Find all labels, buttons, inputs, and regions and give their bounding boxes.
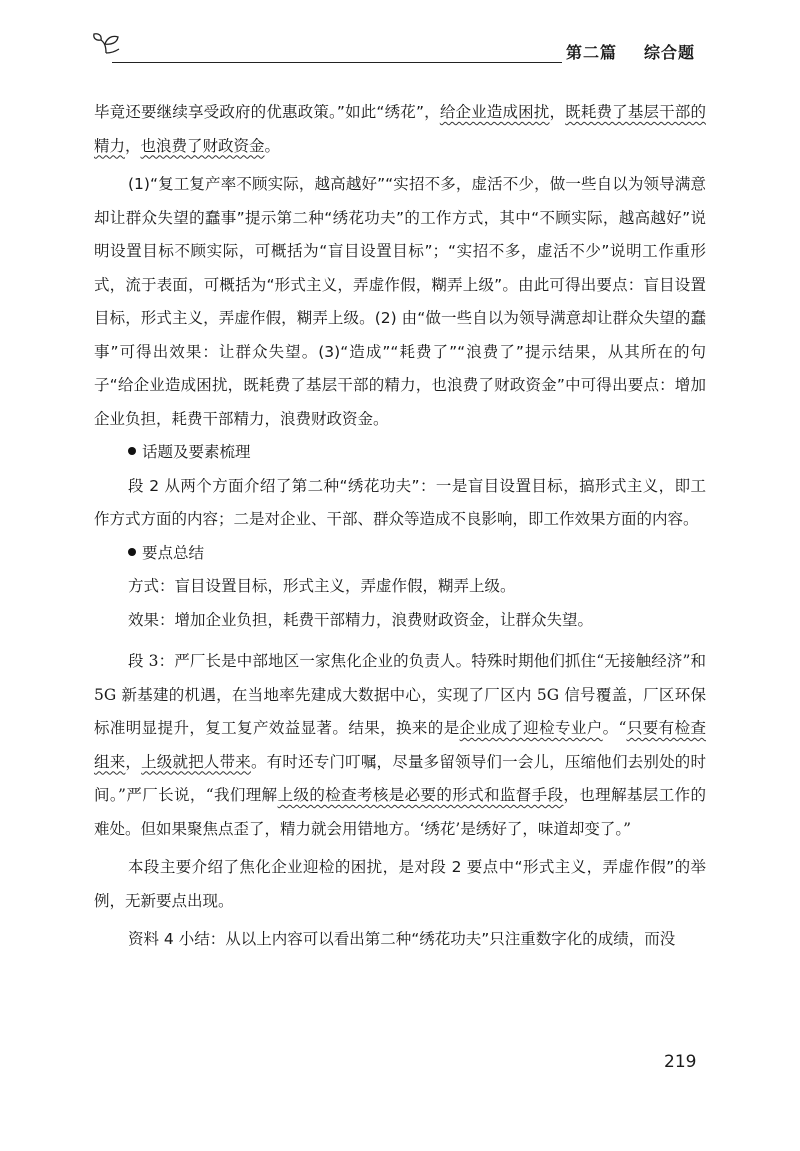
- material-4-summary: 资料 4 小结：从以上内容可以看出第二种“绣花功夫”只注重数字化的成绩，而没: [128, 930, 676, 948]
- page-body: [94, 96, 706, 957]
- summary-effect: 效果：增加企业负担，耗费干部精力，浪费财政资金，让群众失望。: [128, 610, 594, 629]
- underlined-phrase: 既耗费了基层干部的精力: [94, 103, 706, 155]
- summary-method: 方式：盲目设置目标，形式主义，弄虚作假，糊弄上级。: [128, 577, 516, 595]
- underlined-phrase: 也浪费了财政资金: [140, 136, 265, 155]
- header-title: 综合题: [644, 43, 696, 62]
- topic-paragraph: 段 2 从两个方面介绍了第二种“绣花功夫”：一是盲目设置目标，搞形式主义，即工作方式方面的内容；二是对企业、干部、群众等造成不良影响，即工作效果方面的内容。: [94, 476, 706, 528]
- analysis-paragraph: (1)“复工复产率不顾实际，越高越好”“实招不多，虚活不少，做一些自以为领导满意却让群众失望的蠢事”提示第二种“绣花功夫”的工作方式，其中“不顾实际，越高越好”说明设置目标不顾实际，可概括为“盲目设置目标”；“实招不多，虚活不少”说明工作重形式，流于表面，可概括为“形式主义，弄虚作假，糊弄上级”。由此可得出要点：盲目设置目标，形式主义，弄虚作假，糊弄上级。(2) 由“做一些自以为领导满意却让群众失望的蠢事”可得出效果：让群众失望。(3)“造成”“耗费了”“浪费了”提示结果，从其所在的句子“给企业造成困扰，既耗费了基层干部的精力，也浪费了财政资金”中可得出要点：增加企业负担，耗费干部精力，浪费财政资金。: [94, 175, 706, 428]
- section-bullet-topics: 话题及要素梳理: [94, 436, 706, 470]
- leaf-sprout-icon: [92, 32, 120, 54]
- header-section: 第二篇: [566, 43, 618, 62]
- bullet-icon: [128, 447, 136, 455]
- bullet-icon: [128, 548, 136, 556]
- underlined-phrase: 上级就把人带来: [141, 752, 251, 771]
- page-number: 219: [664, 1052, 697, 1072]
- section-bullet-summary: 要点总结: [94, 537, 706, 571]
- underlined-phrase: 上级的检查考核是必要的形式和监督手段: [277, 786, 564, 804]
- underlined-phrase: 只要有检查组来: [94, 719, 706, 771]
- paragraph-continuation: 毕竟还要继续享受政府的优惠政策。”如此“绣花”，给企业造成困扰，既耗费了基层干部的精力，也浪费了财政资金。: [94, 103, 706, 155]
- header-rule: [112, 62, 562, 63]
- underlined-phrase: 企业成了迎检专业户: [459, 719, 603, 737]
- material-paragraph-3: 段 3：严厂长是中部地区一家焦化企业的负责人。特殊时期他们抓住“无接触经济”和 5G 新基建的机遇，在当地率先建成大数据中心，实现了厂区内 5G 信号覆盖，厂区环保标准明显提升，复工复产效益显著。结果，换来的是企业成了迎检专业户。“只要有检查组来，上级就把人带来。有时还专门叮嘱，尽量多留领导们一会儿，压缩他们去别处的时间。”严厂长说，“我们理解上级的检查考核是必要的形式和监督手段，也理解基层工作的难处。但如果聚焦点歪了，精力就会用错地方。‘绣花’是绣好了，味道却变了。”: [94, 652, 706, 838]
- paragraph-3-analysis: 本段主要介绍了焦化企业迎检的困扰，是对段 2 要点中“形式主义，弄虚作假”的举例，无新要点出现。: [94, 858, 706, 910]
- underlined-phrase: 给企业造成困扰: [439, 103, 550, 121]
